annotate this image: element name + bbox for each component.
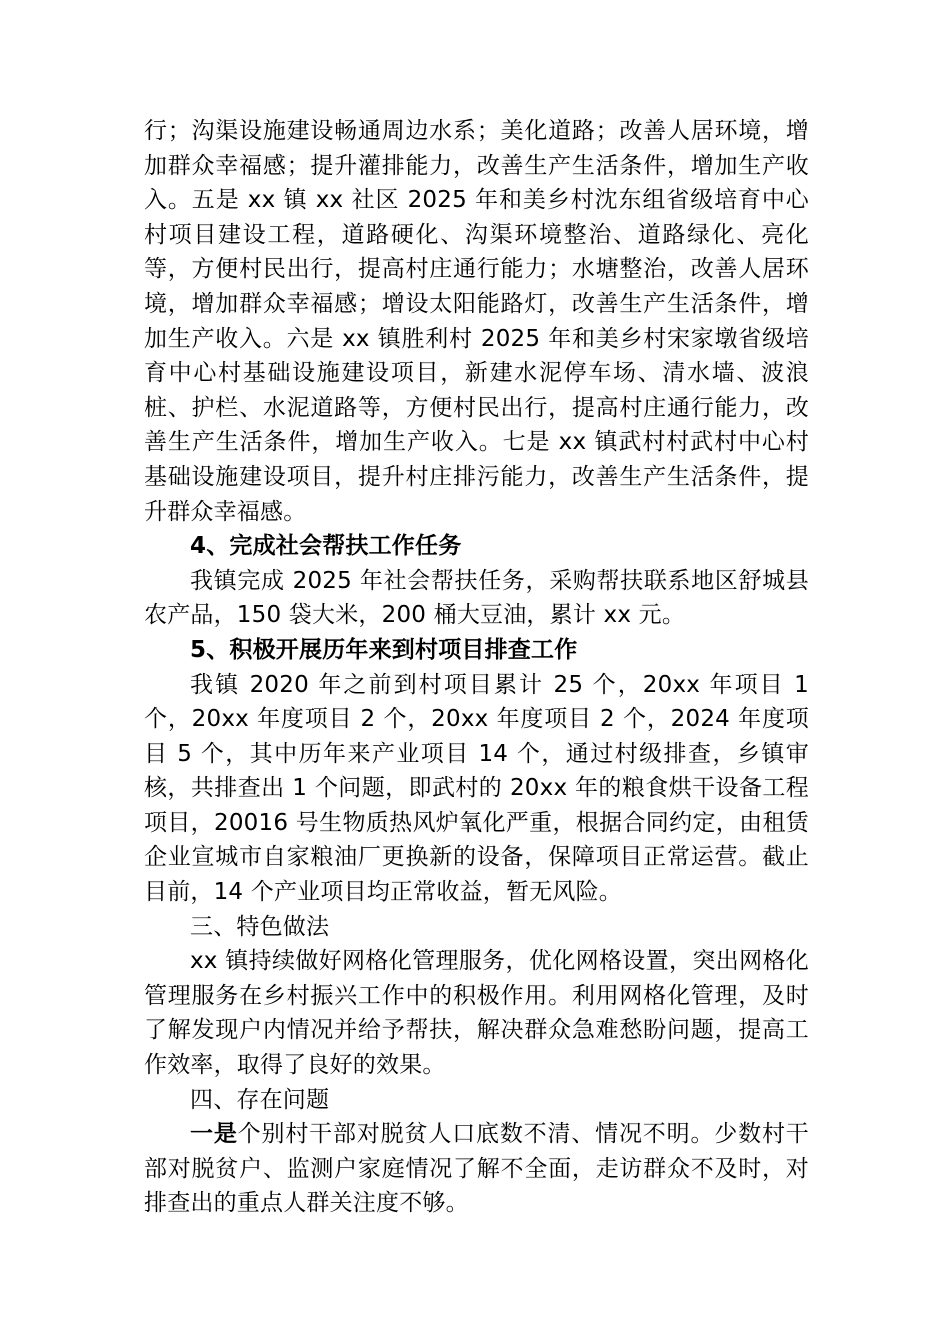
heading-social-assistance: 4、完成社会帮扶工作任务 — [190, 533, 462, 560]
heading-existing-problems: 四、存在问题 — [190, 1086, 330, 1113]
document-page — [144, 114, 809, 1221]
problem-lead-label: 一是 — [190, 1121, 238, 1148]
heading-featured-practices: 三、特色做法 — [190, 913, 330, 940]
paragraph-existing-problems — [144, 1117, 809, 1221]
paragraph-project-inspection: 我镇 2020 年之前到村项目累计 25 个，20xx 年项目 1 个，20xx 年度项目 2 个，20xx 年度项目 2 个，2024 年度项目 5 个，其中历年来产业项目 14 个，通过村级排查，乡镇审核，共排查出 1 个问题，即武村的 20xx 年的粮食烘干设备工程项目，20016 号生物质热风炉氧化严重，根据合同约定，由租赁企业宣城市自家粮油厂更换新的设备，保障项目正常运营。截止目前，14 个产业项目均正常收益，暂无风险。 — [144, 671, 809, 906]
paragraph-social-assistance: 我镇完成 2025 年社会帮扶任务，采购帮扶联系地区舒城县农产品，150 袋大米，200 桶大豆油，累计 xx 元。 — [144, 567, 809, 629]
problem-text: 个别村干部对脱贫人口底数不清、情况不明。少数村干部对脱贫户、监测户家庭情况了解不全面，走访群众不及时，对排查出的重点人群关注度不够。 — [144, 1121, 809, 1217]
paragraph-featured-practices: xx 镇持续做好网格化管理服务，优化网格设置，突出网格化管理服务在乡村振兴工作中的积极作用。利用网格化管理，及时了解发现户内情况并给予帮扶，解决群众急难愁盼问题，提高工作效率，取得了良好的效果。 — [144, 948, 809, 1079]
heading-project-inspection: 5、积极开展历年来到村项目排查工作 — [190, 636, 578, 663]
paragraph-projects-continued: 行；沟渠设施建设畅通周边水系；美化道路；改善人居环境，增加群众幸福感；提升灌排能力，改善生产生活条件，增加生产收入。五是 xx 镇 xx 社区 2025 年和美乡村沈东组省级培育中心村项目建设工程，道路硬化、沟渠环境整治、道路绿化、亮化等，方便村民出行，提高村庄通行能力；水塘整治，改善人居环境，增加群众幸福感；增设太阳能路灯，改善生产生活条件，增加生产收入。六是 xx 镇胜利村 2025 年和美乡村宋家墩省级培育中心村基础设施建设项目，新建水泥停车场、清水墙、波浪桩、护栏、水泥道路等，方便村民出行，提高村庄通行能力，改善生产生活条件，增加生产收入。七是 xx 镇武村村武村中心村基础设施建设项目，提升村庄排污能力，改善生产生活条件，提升群众幸福感。 — [144, 118, 809, 525]
